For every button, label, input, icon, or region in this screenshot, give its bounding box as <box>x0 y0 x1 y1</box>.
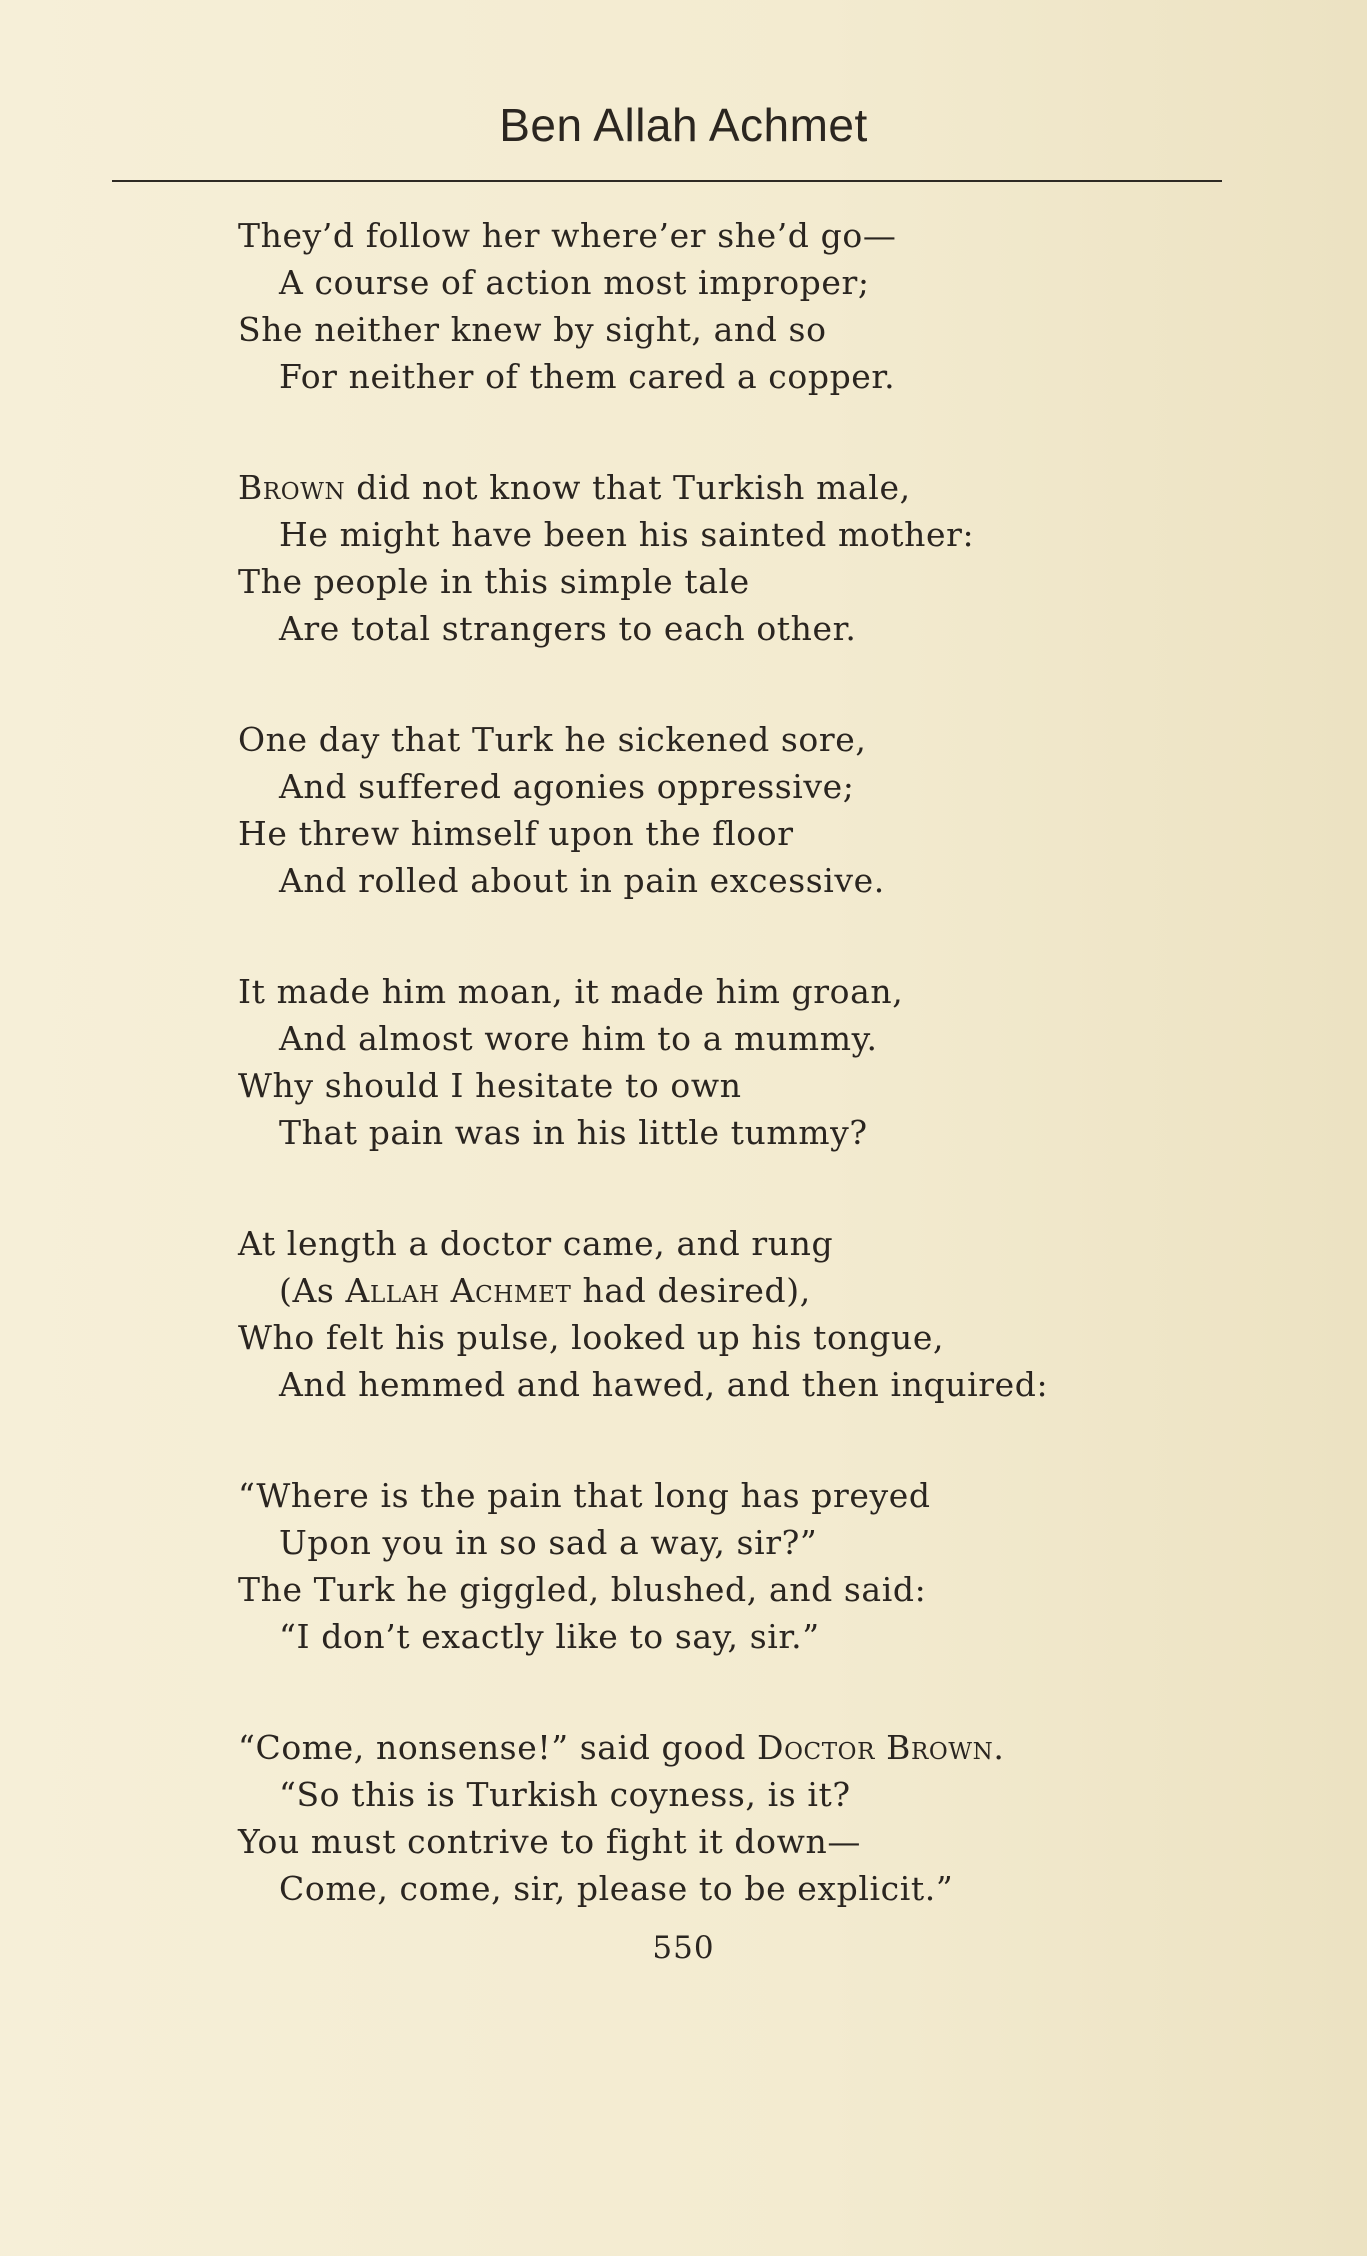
line-text: The Turk he giggled, blushed, and said: <box>238 1570 927 1609</box>
poem-line <box>238 212 1138 259</box>
poem-line <box>238 716 1138 763</box>
poem-line <box>238 763 1138 810</box>
line-text: “Come, nonsense!” said good <box>238 1728 758 1767</box>
line-text: You must contrive to fight it down— <box>238 1822 861 1861</box>
line-text: He threw himself upon the floor <box>238 814 794 853</box>
poem-line <box>238 511 1138 558</box>
poem-body <box>238 212 1138 1976</box>
line-text: It made him moan, it made him groan, <box>238 972 904 1011</box>
poem-line <box>238 1771 1138 1818</box>
small-caps-name: Doctor Brown <box>757 1728 994 1767</box>
small-caps-name: Allah Achmet <box>345 1271 572 1310</box>
line-text: A course of action most improper; <box>279 263 870 302</box>
poem-line <box>238 1109 1138 1156</box>
small-caps-name: Brown <box>238 468 346 507</box>
poem-line <box>238 1267 1138 1314</box>
poem-line <box>238 1314 1138 1361</box>
header-rule <box>112 180 1222 182</box>
line-text: And almost wore him to a mummy. <box>279 1019 878 1058</box>
stanza <box>238 1724 1138 1912</box>
page-number: 550 <box>652 1930 715 1966</box>
line-text: “I don’t exactly like to say, sir.” <box>279 1617 820 1656</box>
stanza <box>238 968 1138 1156</box>
poem-line <box>238 1361 1138 1408</box>
poem-line <box>238 1472 1138 1519</box>
stanza <box>238 1220 1138 1408</box>
stanza <box>238 212 1138 400</box>
poem-line <box>238 605 1138 652</box>
line-text: (As <box>279 1271 346 1310</box>
line-text: At length a doctor came, and rung <box>238 1224 834 1263</box>
line-text: Why should I hesitate to own <box>238 1066 742 1105</box>
poem-line <box>238 968 1138 1015</box>
line-text: He might have been his sainted mother: <box>279 515 975 554</box>
line-text: For neither of them cared a copper. <box>279 357 896 396</box>
line-text: Are total strangers to each other. <box>279 609 857 648</box>
poem-line <box>238 1220 1138 1267</box>
stanza <box>238 1472 1138 1660</box>
line-text: That pain was in his little tummy? <box>279 1113 868 1152</box>
poem-line <box>238 1724 1138 1771</box>
poem-line <box>238 353 1138 400</box>
poem-line <box>238 1865 1138 1912</box>
line-text: One day that Turk he sickened sore, <box>238 720 867 759</box>
line-text: She neither knew by sight, and so <box>238 310 827 349</box>
line-text: And hemmed and hawed, and then inquired: <box>279 1365 1049 1404</box>
line-text: . <box>993 1728 1005 1767</box>
line-text: The people in this simple tale <box>238 562 750 601</box>
poem-line <box>238 464 1138 511</box>
stanza <box>238 716 1138 904</box>
poem-line <box>238 1015 1138 1062</box>
line-text: And suffered agonies oppressive; <box>279 767 855 806</box>
stanza <box>238 464 1138 652</box>
poem-line <box>238 306 1138 353</box>
poem-line <box>238 810 1138 857</box>
line-text: They’d follow her where’er she’d go— <box>238 216 897 255</box>
poem-line <box>238 558 1138 605</box>
line-text: Upon you in so sad a way, sir?” <box>279 1523 818 1562</box>
poem-line <box>238 259 1138 306</box>
line-text: did not know that Turkish male, <box>345 468 911 507</box>
poem-line <box>238 1519 1138 1566</box>
line-text: “So this is Turkish coyness, is it? <box>279 1775 851 1814</box>
running-head: Ben Allah Achmet <box>499 99 868 151</box>
poem-line <box>238 1613 1138 1660</box>
poem-line <box>238 1818 1138 1865</box>
line-text: Who felt his pulse, looked up his tongue, <box>238 1318 945 1357</box>
line-text: had desired), <box>571 1271 811 1310</box>
poem-line <box>238 1062 1138 1109</box>
line-text: “Where is the pain that long has preyed <box>238 1476 931 1515</box>
line-text: And rolled about in pain excessive. <box>279 861 885 900</box>
line-text: Come, come, sir, please to be explicit.” <box>279 1869 954 1908</box>
poem-line <box>238 857 1138 904</box>
poem-line <box>238 1566 1138 1613</box>
